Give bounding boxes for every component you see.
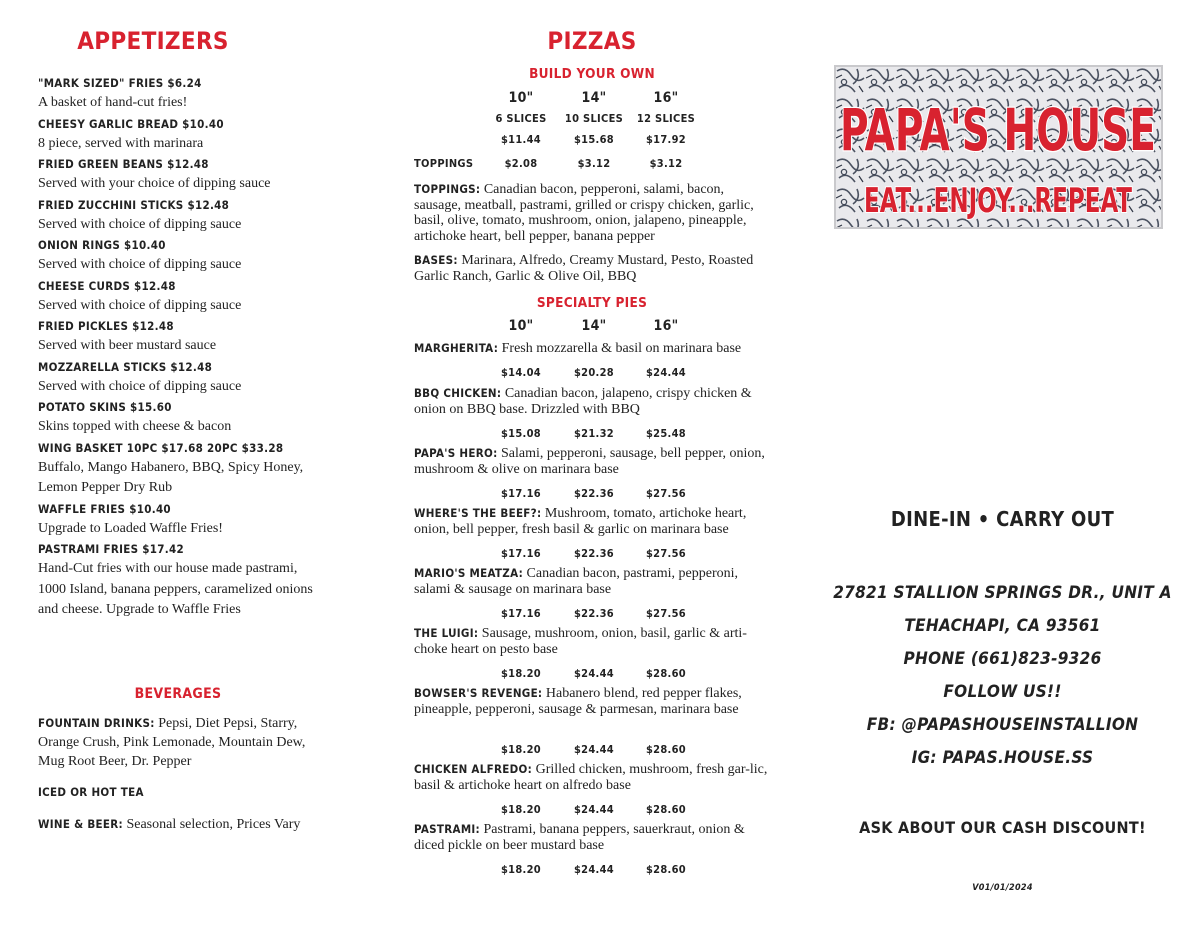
specialty-pie-description [414, 762, 774, 793]
appetizer-description: Served with choice of dipping sauce [38, 257, 242, 272]
specialty-pie-text: Canadian bacon, jalapeno, crispy chicken & onion on BBQ base. Drizzled with BBQ [414, 386, 752, 417]
byo-base-price: $11.44 [501, 133, 541, 146]
appetizer-item [38, 499, 318, 540]
specialty-pie-name: MARIO'S MEATZA: [414, 566, 524, 580]
appetizer-description: Served with choice of dipping sauce [38, 216, 242, 232]
specialty-pie-price: $28.60 [646, 803, 686, 816]
facebook-handle: FB: @PAPASHOUSEINSTALLION [866, 715, 1139, 735]
appetizers-list [38, 73, 318, 621]
specialty-pie-price: $18.20 [501, 863, 541, 876]
byo-slices: 6 SLICES [495, 112, 547, 125]
address-line-2: TEHACHAPI, CA 93561 [904, 616, 1101, 636]
logo-brand-name: PAPA'S HOUSE [840, 96, 1156, 164]
specialty-size: 10" [508, 318, 534, 334]
appetizer-name: MOZZARELLA STICKS $12.48 [38, 359, 213, 374]
specialty-pie-prices [414, 607, 774, 623]
appetizers-title: APPETIZERS [77, 27, 229, 55]
bases-heading: BASES: [414, 253, 458, 267]
appetizer-name: FRIED PICKLES $12.48 [38, 319, 174, 333]
specialty-pie-price: $14.04 [501, 366, 541, 379]
specialty-pie-prices [414, 366, 774, 382]
specialty-pie-prices [414, 863, 774, 879]
specialty-pie-price: $18.20 [501, 743, 541, 756]
version-date: V01/01/2024 [972, 883, 1033, 893]
bases-text: Marinara, Alfredo, Creamy Mustard, Pesto, Roasted Garlic Ranch, Garlic & Olive Oil, BBQ [414, 253, 754, 284]
appetizer-name: WING BASKET 10PC $17.68 20PC $33.28 [38, 440, 284, 455]
appetizer-item [38, 539, 318, 621]
appetizer-item [38, 114, 318, 155]
appetizer-description: Upgrade to Loaded Waffle Fries! [38, 520, 223, 536]
appetizer-name: WAFFLE FRIES $10.40 [38, 501, 171, 516]
specialty-pie-price: $18.20 [501, 667, 541, 680]
specialty-pie-text: Sausage, mushroom, onion, basil, garlic & arti-choke heart on pesto base [414, 626, 747, 657]
tea-label: ICED OR HOT TEA [38, 785, 144, 799]
byo-base-price: $17.92 [646, 133, 686, 146]
specialty-pie-name: CHICKEN ALFREDO: [414, 762, 533, 776]
tea [38, 783, 318, 802]
specialty-pie-price: $24.44 [574, 667, 614, 680]
appetizer-item [38, 357, 318, 398]
specialty-pie-price: $17.16 [501, 607, 541, 620]
specialty-pie-price: $21.32 [574, 427, 614, 440]
specialty-pie-price: $28.60 [646, 667, 686, 680]
appetizer-description: Served with choice of dipping sauce [38, 378, 242, 394]
specialty-pie-price: $25.48 [646, 427, 686, 440]
appetizer-item [38, 154, 318, 195]
specialty-size: 14" [581, 318, 607, 334]
specialty-pie-prices [414, 667, 774, 683]
appetizer-name: FRIED GREEN BEANS $12.48 [38, 157, 209, 171]
specialty-pie-description [414, 446, 774, 477]
specialty-pie-name: WHERE'S THE BEEF?: [414, 506, 542, 520]
specialty-pie-text: Mushroom, tomato, artichoke heart, onion, bell pepper, fresh basil & garlic on marinara base [414, 506, 747, 537]
appetizer-name: CHEESE CURDS $12.48 [38, 278, 176, 293]
appetizer-name: FRIED ZUCCHINI STICKS $12.48 [38, 197, 230, 212]
wine-beer [38, 815, 318, 834]
specialty-pie-price: $22.36 [574, 607, 614, 620]
appetizer-item [38, 73, 318, 114]
specialty-pie-price: $24.44 [646, 366, 686, 379]
specialty-pies-title: SPECIALTY PIES [536, 295, 648, 311]
specialty-pie-price: $24.44 [574, 863, 614, 876]
service-type: DINE-IN • CARRY OUT [890, 507, 1115, 531]
wine-beer-label: WINE & BEER: [38, 817, 123, 831]
appetizer-item [38, 316, 318, 357]
bases-list [414, 253, 774, 284]
specialty-pie-price: $24.44 [574, 803, 614, 816]
appetizer-item [38, 235, 318, 276]
appetizer-name: CHEESY GARLIC BREAD $10.40 [38, 116, 224, 131]
topping-price: $3.12 [577, 157, 611, 170]
follow-us: FOLLOW US!! [943, 682, 1062, 702]
specialty-pie-price: $28.60 [646, 863, 686, 876]
specialty-pie-name: THE LUIGI: [414, 626, 479, 640]
topping-price: $2.08 [504, 157, 538, 170]
appetizer-name: PASTRAMI FRIES $17.42 [38, 542, 184, 556]
phone-number: PHONE (661)823-9326 [903, 649, 1102, 669]
appetizer-item [38, 438, 318, 499]
byo-size: 14" [581, 90, 607, 106]
specialty-pie-price: $22.36 [574, 547, 614, 560]
specialty-pie-description [414, 822, 774, 853]
specialty-pie-price: $18.20 [501, 803, 541, 816]
fountain-drinks-text: Pepsi, Diet Pepsi, Starry, Orange Crush, Pink Lemonade, Mountain Dew, Mug Root Beer, Dr. Pepper [38, 716, 306, 769]
specialty-pie-name: BOWSER'S REVENGE: [414, 686, 543, 700]
specialty-pie-description [414, 341, 774, 357]
appetizer-item [38, 276, 318, 317]
appetizer-description: A basket of hand-cut fries! [38, 95, 188, 110]
topping-price: $3.12 [649, 157, 683, 170]
specialty-pie-prices [414, 487, 774, 503]
specialty-pie-description [414, 386, 774, 417]
specialty-pie-text: Habanero blend, red pepper flakes, pineapple, pepperoni, sausage & parmesan, marinara base [414, 686, 742, 717]
address-line-1: 27821 STALLION SPRINGS DR., UNIT A [833, 583, 1172, 603]
appetizer-name: "MARK SIZED" FRIES $6.24 [38, 76, 202, 90]
appetizer-description: Served with your choice of dipping sauce [38, 176, 271, 191]
specialty-pie-price: $27.56 [646, 607, 686, 620]
specialty-pie-description [414, 566, 774, 597]
specialty-pie-name: PASTRAMI: [414, 822, 481, 836]
byo-base-price: $15.68 [574, 133, 614, 146]
specialty-pie-price: $24.44 [574, 743, 614, 756]
byo-size: 10" [508, 90, 534, 106]
cash-discount-note: ASK ABOUT OUR CASH DISCOUNT! [859, 818, 1146, 837]
appetizer-description: Hand-Cut fries with our house made pastrami, 1000 Island, banana peppers, caramelized onions and cheese. Upgrade to Waffle Fries [38, 561, 313, 617]
specialty-pie-text: Pastrami, banana peppers, sauerkraut, onion & diced pickle on beer mustard base [414, 822, 745, 853]
appetizer-item [38, 195, 318, 236]
specialty-pie-text: Fresh mozzarella & basil on marinara base [498, 341, 742, 356]
papas-house-logo [835, 66, 1162, 228]
toppings-text: Canadian bacon, pepperoni, salami, bacon, sausage, meatball, pastrami, grilled or crispy chicken, garlic, basil, olive, tomato, mushroom, onion, jalapeno, pineapple, artichoke heart, bell pepper, banana pepper [414, 182, 754, 244]
specialty-size: 16" [653, 318, 679, 334]
appetizer-description: Served with choice of dipping sauce [38, 297, 242, 313]
build-your-own-title: BUILD YOUR OWN [529, 66, 655, 82]
specialty-pie-description [414, 626, 774, 657]
specialty-pie-price: $27.56 [646, 547, 686, 560]
specialty-pie-price: $27.56 [646, 487, 686, 500]
pizzas-title: PIZZAS [547, 27, 637, 55]
specialty-pie-price: $17.16 [501, 547, 541, 560]
logo-tagline: EAT...ENJOY...REPEAT [864, 181, 1133, 221]
toppings-list [414, 182, 774, 244]
specialty-pie-description [414, 506, 774, 537]
instagram-handle: IG: PAPAS.HOUSE.SS [911, 748, 1094, 768]
specialty-pie-price: $17.16 [501, 487, 541, 500]
specialty-pie-text: Grilled chicken, mushroom, fresh gar-lic, basil & artichoke heart on alfredo base [414, 762, 768, 793]
appetizer-name: ONION RINGS $10.40 [38, 238, 166, 252]
appetizer-description: Served with beer mustard sauce [38, 338, 217, 353]
specialty-pie-price: $28.60 [646, 743, 686, 756]
specialty-pie-name: PAPA'S HERO: [414, 446, 498, 460]
toppings-price-label: TOPPINGS [414, 157, 474, 170]
wine-beer-text: Seasonal selection, Prices Vary [122, 817, 301, 832]
fountain-drinks-label: FOUNTAIN DRINKS: [38, 716, 155, 730]
specialty-pie-name: MARGHERITA: [414, 341, 499, 355]
fountain-drinks [38, 714, 318, 771]
toppings-heading: TOPPINGS: [414, 182, 481, 196]
byo-size: 16" [653, 90, 679, 106]
appetizer-description: Buffalo, Mango Habanero, BBQ, Spicy Honey, Lemon Pepper Dry Rub [38, 459, 304, 495]
specialty-pie-prices [414, 547, 774, 563]
byo-slices: 10 SLICES [564, 112, 624, 125]
specialty-pie-description [414, 686, 774, 717]
specialty-pie-price: $15.08 [501, 427, 541, 440]
specialty-pie-text: Canadian bacon, pastrami, pepperoni, salami & sausage on marinara base [414, 566, 739, 597]
appetizer-name: POTATO SKINS $15.60 [38, 400, 172, 414]
beverages-title: BEVERAGES [134, 686, 222, 702]
specialty-pie-price: $22.36 [574, 487, 614, 500]
appetizer-description: Skins topped with cheese & bacon [38, 419, 232, 434]
appetizer-item [38, 397, 318, 438]
specialty-pie-prices [414, 803, 774, 819]
specialty-pie-text: Salami, pepperoni, sausage, bell pepper, onion, mushroom & olive on marinara base [414, 446, 765, 477]
byo-slices: 12 SLICES [636, 112, 696, 125]
specialty-pie-prices [414, 427, 774, 443]
specialty-pie-prices [414, 743, 774, 759]
appetizer-description: 8 piece, served with marinara [38, 135, 204, 151]
specialty-pie-price: $20.28 [574, 366, 614, 379]
specialty-pie-name: BBQ CHICKEN: [414, 386, 502, 400]
